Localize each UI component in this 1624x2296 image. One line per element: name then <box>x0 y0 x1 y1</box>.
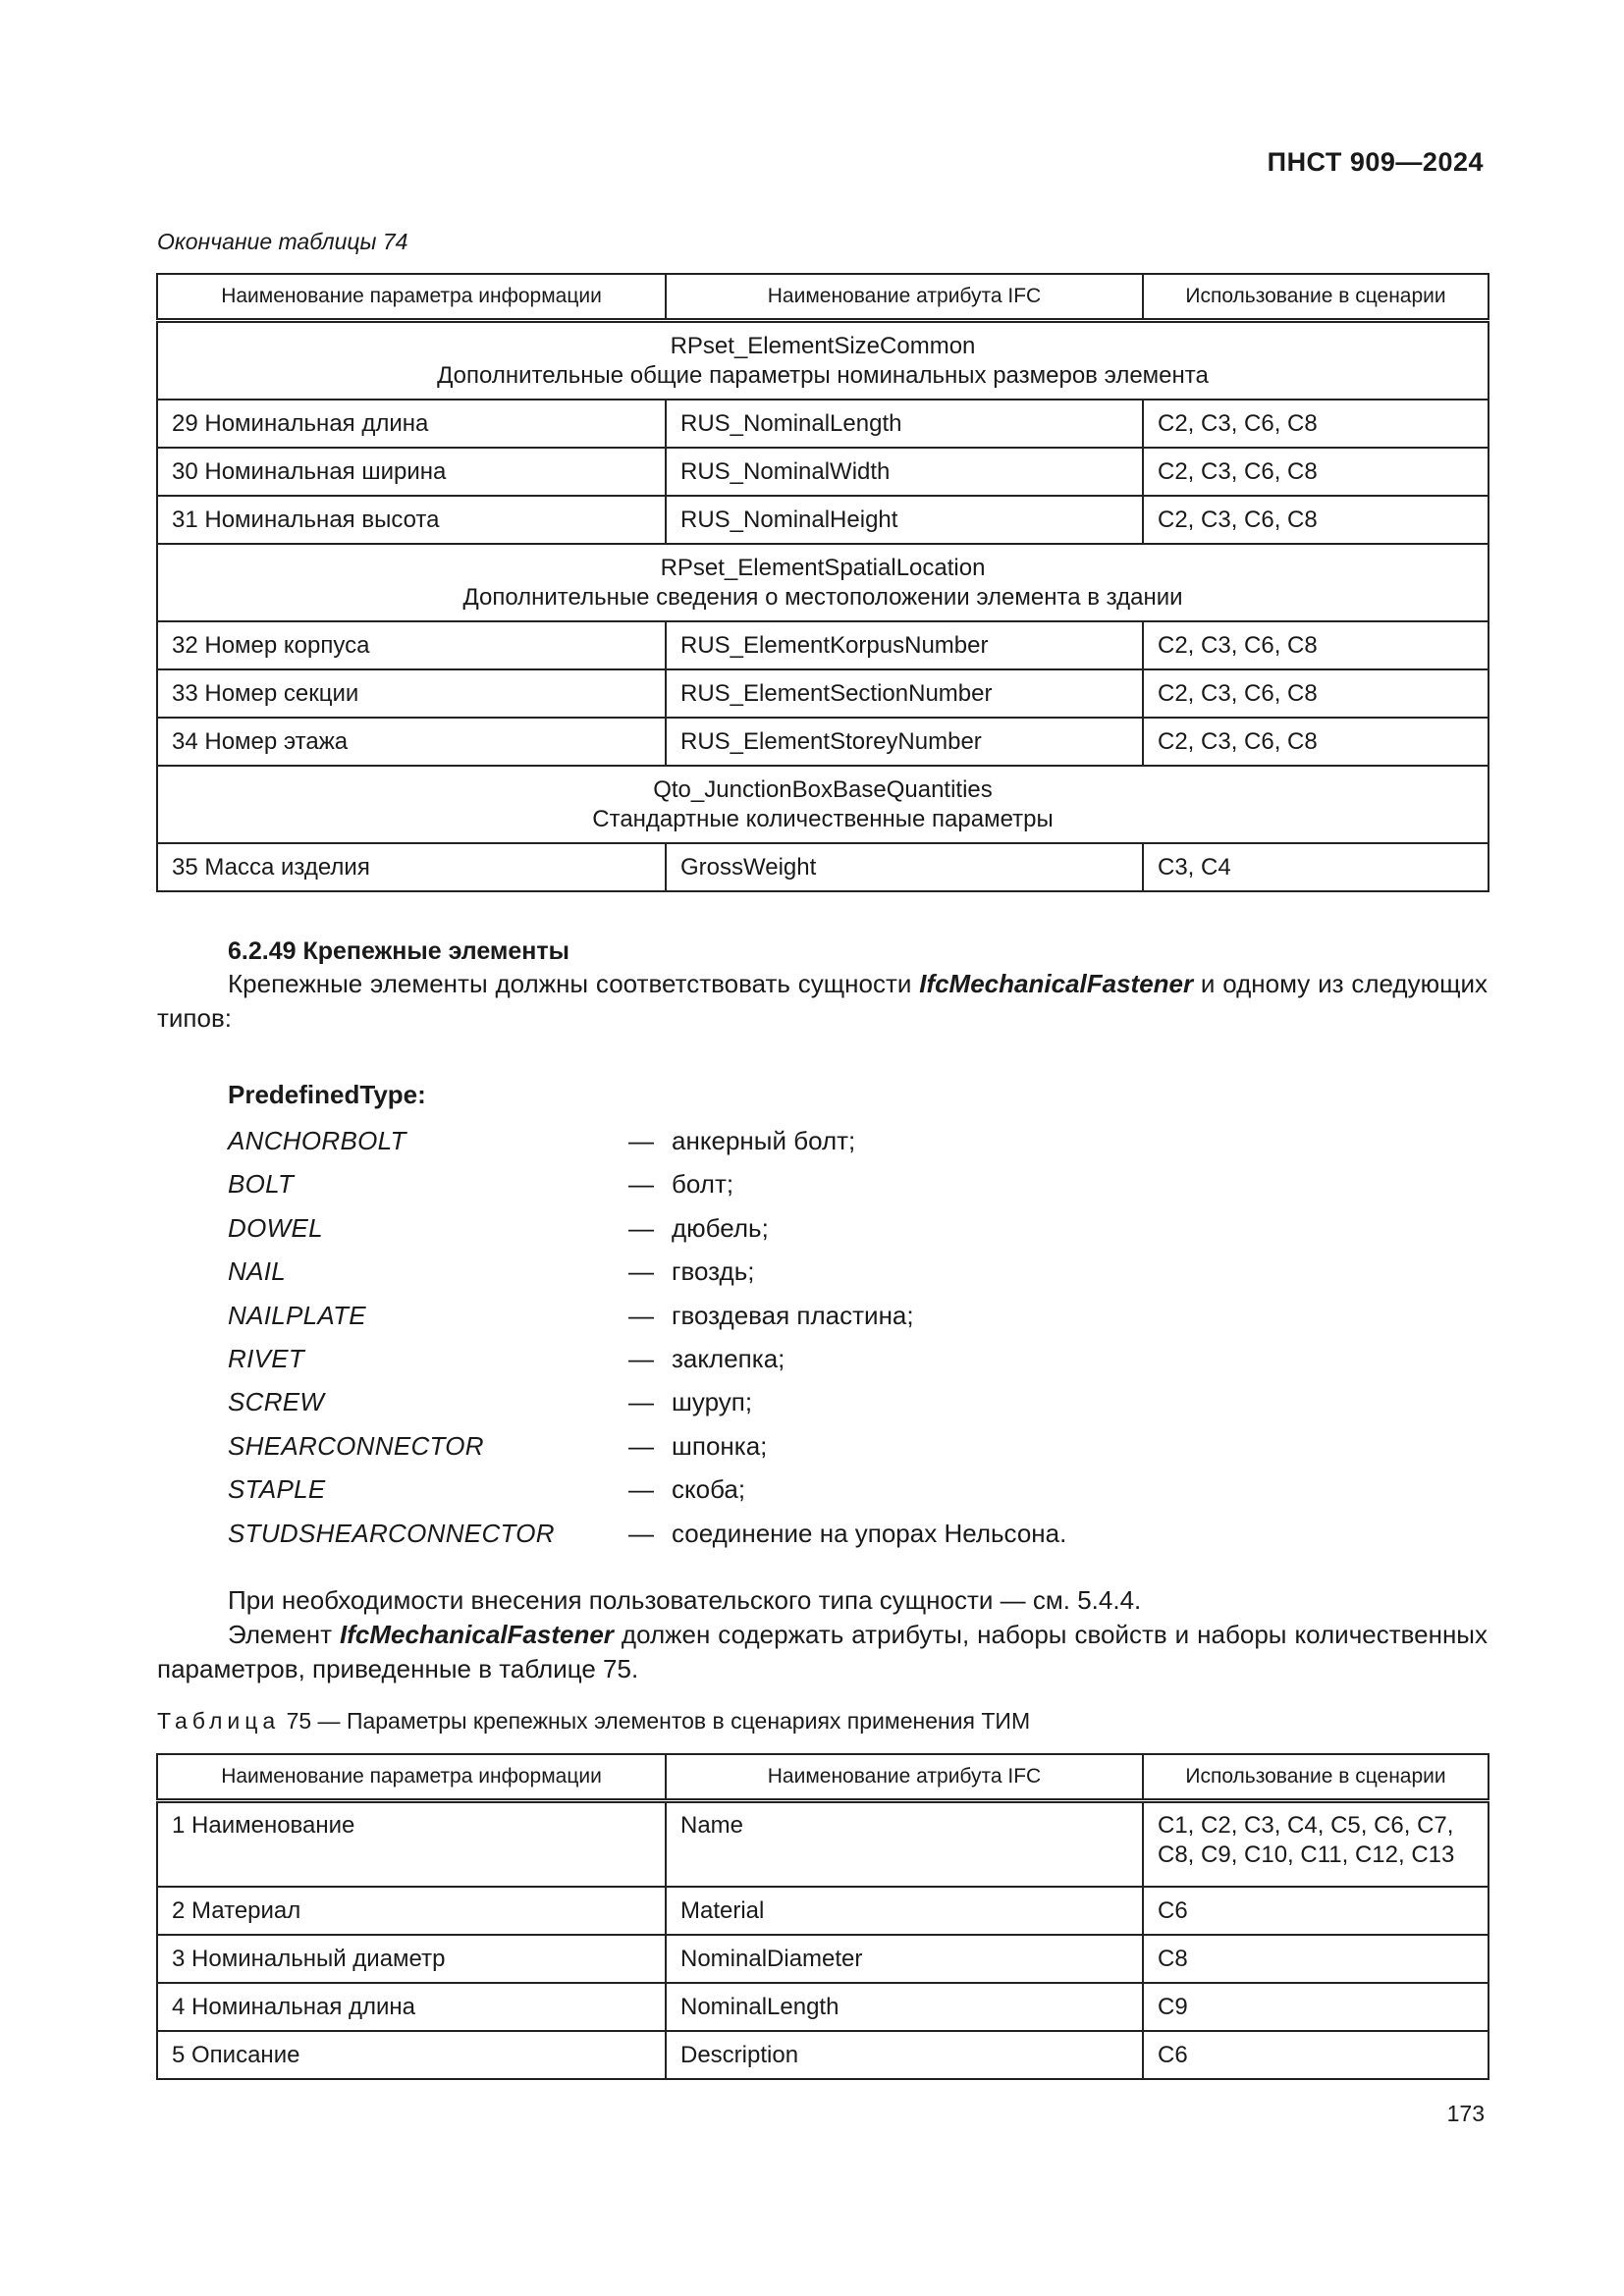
note-text: При необходимости внесения пользовательского типа сущности — см. 5.4.4. <box>228 1585 1142 1615</box>
table-row <box>157 843 1489 891</box>
section-heading: 6.2.49 Крепежные элементы <box>228 937 569 965</box>
table-caption-title: 75 — Параметры крепежных элементов в сценариях применения ТИМ <box>280 1708 1031 1734</box>
type-description: шуруп; <box>672 1387 753 1417</box>
ifc-attribute-cell: Description <box>666 2031 1143 2079</box>
element-entity-name: IfcMechanicalFastener <box>340 1620 614 1649</box>
list-item <box>228 1119 1308 1162</box>
list-item <box>228 1250 1308 1293</box>
table-row <box>157 2031 1489 2079</box>
ifc-attribute-cell: RUS_NominalWidth <box>666 448 1143 496</box>
column-header-parameter: Наименование параметра информации <box>157 274 666 321</box>
group-subtitle: Дополнительные сведения о местоположении элемента в здании <box>462 583 1183 611</box>
type-description: заклепка; <box>672 1343 785 1373</box>
table-row <box>157 1983 1489 2031</box>
scenario-cell: C1, C2, C3, C4, C5, C6, C7, C8, C9, C10, C11, C12, C13 <box>1143 1801 1489 1888</box>
dash: — <box>628 1343 654 1373</box>
dash: — <box>628 1212 654 1243</box>
parameter-cell: 5 Описание <box>157 2031 666 2079</box>
list-item <box>228 1468 1308 1511</box>
scenario-cell: C6 <box>1143 2031 1489 2079</box>
ifc-attribute-cell: RUS_NominalHeight <box>666 496 1143 544</box>
parameter-cell: 33 Номер секции <box>157 669 666 718</box>
table74-header-row <box>157 274 1489 321</box>
table-row <box>157 1935 1489 1983</box>
page-number: 173 <box>1446 2101 1485 2126</box>
table-row <box>157 669 1489 718</box>
type-description: скоба; <box>672 1474 746 1505</box>
dash: — <box>628 1126 654 1155</box>
ifc-attribute-cell: RUS_NominalLength <box>666 400 1143 448</box>
parameter-cell: 31 Номинальная высота <box>157 496 666 544</box>
type-code: RIVET <box>228 1343 305 1373</box>
ifc-attribute-cell: RUS_ElementKorpusNumber <box>666 621 1143 669</box>
dash: — <box>628 1169 654 1200</box>
column-header-scenario-usage: Использование в сценарии <box>1143 274 1489 321</box>
dash: — <box>628 1387 654 1417</box>
scenario-cell: C2, C3, C6, C8 <box>1143 448 1489 496</box>
group-title: RPset_ElementSpatialLocation <box>660 554 986 581</box>
scenario-cell: C3, C4 <box>1143 843 1489 891</box>
element-text-after: должен содержать атрибуты, наборы свойств и наборы количественных параметров, приведенные в таблице 75. <box>157 1620 1488 1683</box>
scenario-cell: C2, C3, C6, C8 <box>1143 718 1489 766</box>
ifc-attribute-cell: Name <box>666 1801 1143 1888</box>
group-cell <box>157 321 1489 400</box>
predefined-type-label: PredefinedType: <box>228 1080 426 1109</box>
parameter-cell: 34 Номер этажа <box>157 718 666 766</box>
dash: — <box>628 1430 654 1461</box>
list-item <box>228 1162 1308 1205</box>
table-row <box>157 1801 1489 1888</box>
list-item <box>228 1206 1308 1250</box>
scenario-cell: C2, C3, C6, C8 <box>1143 400 1489 448</box>
group-cell <box>157 766 1489 843</box>
table-row <box>157 1887 1489 1935</box>
column-header-scenario-usage: Использование в сценарии <box>1143 1754 1489 1801</box>
element-text-before: Элемент <box>228 1620 341 1649</box>
dash: — <box>628 1256 654 1287</box>
parameter-cell: 2 Материал <box>157 1887 666 1935</box>
ifc-attribute-cell: GrossWeight <box>666 843 1143 891</box>
group-subtitle: Дополнительные общие параметры номинальных размеров элемента <box>437 361 1209 389</box>
table74-group-row <box>157 544 1489 621</box>
scenario-cell: C9 <box>1143 1983 1489 2031</box>
document-number: ПНСТ 909—2024 <box>1267 147 1484 177</box>
table-row <box>157 718 1489 766</box>
ifc-attribute-cell: NominalLength <box>666 1983 1143 2031</box>
type-code: STUDSHEARCONNECTOR <box>228 1518 555 1548</box>
table75-caption <box>157 1708 1030 1735</box>
dash: — <box>628 1518 654 1548</box>
type-code: NAILPLATE <box>228 1300 366 1330</box>
table74-group-row <box>157 321 1489 400</box>
parameter-cell: 3 Номинальный диаметр <box>157 1935 666 1983</box>
type-description: шпонка; <box>672 1430 768 1461</box>
type-code: SHEARCONNECTOR <box>228 1430 484 1461</box>
column-header-parameter: Наименование параметра информации <box>157 1754 666 1801</box>
element-attributes-paragraph <box>157 1618 1488 1686</box>
list-item <box>228 1380 1308 1423</box>
table-caption-word: Таблица <box>157 1708 281 1734</box>
type-description: анкерный болт; <box>672 1126 856 1155</box>
list-item <box>228 1294 1308 1337</box>
ifc-attribute-cell: RUS_ElementStoreyNumber <box>666 718 1143 766</box>
scenario-cell: C2, C3, C6, C8 <box>1143 621 1489 669</box>
type-description: дюбель; <box>672 1212 769 1243</box>
list-item <box>228 1337 1308 1380</box>
group-title: RPset_ElementSizeCommon <box>670 332 976 359</box>
type-description: болт; <box>672 1169 734 1200</box>
parameter-cell: 1 Наименование <box>157 1801 666 1888</box>
scenario-cell: C8 <box>1143 1935 1489 1983</box>
table-row <box>157 400 1489 448</box>
table74-group-row <box>157 766 1489 843</box>
parameter-cell: 29 Номинальная длина <box>157 400 666 448</box>
scenario-cell: C6 <box>1143 1887 1489 1935</box>
ifc-attribute-cell: RUS_ElementSectionNumber <box>666 669 1143 718</box>
group-subtitle: Стандартные количественные параметры <box>592 805 1054 832</box>
intro-entity-name: IfcMechanicalFastener <box>919 969 1194 998</box>
type-description: гвоздевая пластина; <box>672 1300 914 1330</box>
list-item <box>228 1424 1308 1468</box>
table74-continuation-caption: Окончание таблицы 74 <box>157 229 408 254</box>
parameter-cell: 30 Номинальная ширина <box>157 448 666 496</box>
list-item <box>228 1512 1308 1555</box>
group-title: Qto_JunctionBoxBaseQuantities <box>653 775 993 803</box>
parameter-cell: 4 Номинальная длина <box>157 1983 666 2031</box>
predefined-type-list <box>228 1119 1308 1555</box>
intro-text-after: и одному из следующих типов: <box>157 969 1488 1033</box>
parameter-cell: 32 Номер корпуса <box>157 621 666 669</box>
table-row <box>157 621 1489 669</box>
scenario-cell: C2, C3, C6, C8 <box>1143 496 1489 544</box>
table-row <box>157 448 1489 496</box>
table-74 <box>156 273 1489 892</box>
custom-type-note <box>157 1583 1488 1618</box>
type-code: DOWEL <box>228 1212 323 1243</box>
intro-text-before: Крепежные элементы должны соответствовать сущности <box>228 969 920 998</box>
type-code: NAIL <box>228 1256 287 1287</box>
ifc-attribute-cell: NominalDiameter <box>666 1935 1143 1983</box>
section-intro-paragraph <box>157 967 1488 1036</box>
table75-header-row <box>157 1754 1489 1801</box>
group-cell <box>157 544 1489 621</box>
parameter-cell: 35 Масса изделия <box>157 843 666 891</box>
type-code: SCREW <box>228 1387 325 1417</box>
type-description: гвоздь; <box>672 1256 755 1287</box>
scenario-cell: C2, C3, C6, C8 <box>1143 669 1489 718</box>
table-75 <box>156 1753 1489 2080</box>
type-code: BOLT <box>228 1169 295 1200</box>
dash: — <box>628 1474 654 1505</box>
type-description: соединение на упорах Нельсона. <box>672 1518 1067 1548</box>
type-code: ANCHORBOLT <box>228 1126 406 1155</box>
dash: — <box>628 1300 654 1330</box>
type-code: STAPLE <box>228 1474 326 1505</box>
column-header-ifc-attribute: Наименование атрибута IFC <box>666 274 1143 321</box>
ifc-attribute-cell: Material <box>666 1887 1143 1935</box>
column-header-ifc-attribute: Наименование атрибута IFC <box>666 1754 1143 1801</box>
table-row <box>157 496 1489 544</box>
